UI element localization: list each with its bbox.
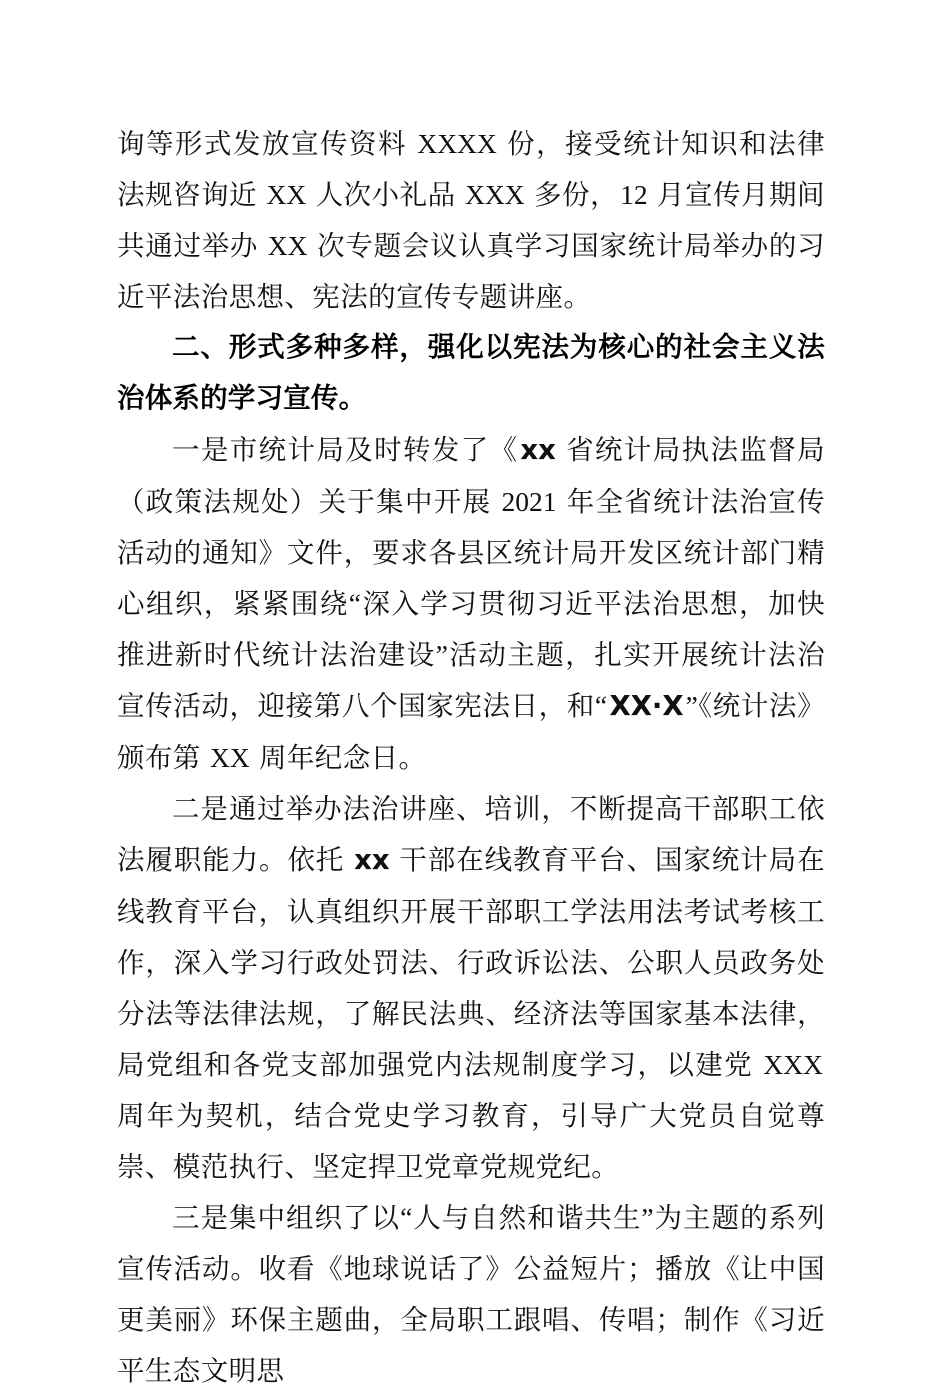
latin-run: XXXX (417, 128, 497, 159)
latin-run: XX (267, 230, 308, 261)
document-body (117, 118, 825, 1396)
paragraph-point-three: 三是集中组织了以“人与自然和谐共生”为主题的系列宣传活动。收看《地球说话了》公益短片；播放《让中国更美丽》环保主题曲，全局职工跟唱、传唱；制作《习近平生态文明思 (117, 1202, 825, 1386)
paragraph-point-two: 二是通过举办法治讲座、培训，不断提高干部职工依法履职能力。依托 xx 干部在线教育平台、国家统计局在线教育平台，认真组织开展干部职工学法用法考试考核工作，深入学习行政处罚法、行政诉讼法、公职人员政务处分法等法律法规，了解民法典、经济法等国家基本法律，局党组和各党支部加强党内法规制度学习，以建党 XXX 周年为契机，结合党史学习教育，引导广大党员自觉尊崇、模范执行、坚定捍卫党章党规党纪。 (117, 793, 825, 1182)
latin-run: xx (520, 434, 556, 466)
latin-run: XX (266, 179, 307, 210)
section-heading-two: 二、形式多种多样，强化以宪法为核心的社会主义法治体系的学习宣传。 (117, 331, 825, 414)
latin-run: XXX (763, 1049, 823, 1080)
latin-run: xx (354, 844, 390, 876)
latin-run: XX (209, 742, 250, 773)
latin-run: 12 (620, 179, 648, 210)
latin-run: XXX (465, 179, 525, 210)
paragraph-continued-intro: 询等形式发放宣传资料 XXXX 份，接受统计知识和法律法规咨询近 XX 人次小礼品 XXX 多份，12 月宣传月期间共通过举办 XX 次专题会议认真学习国家统计局举办的习近平法治思想、宪法的宣传专题讲座。 (117, 128, 825, 312)
latin-run: XX·X (609, 690, 684, 722)
paragraph-point-one: 一是市统计局及时转发了《xx 省统计局执法监督局（政策法规处）关于集中开展 2021 年全省统计法治宣传活动的通知》文件，要求各县区统计局开发区统计部门精心组织，紧紧围绕“深入学习贯彻习近平法治思想，加快推进新时代统计法治建设”活动主题，扎实开展统计法治宣传活动，迎接第八个国家宪法日，和“XX·X”《统计法》颁布第 XX 周年纪念日。 (117, 434, 825, 773)
latin-run: 2021 (501, 486, 557, 517)
